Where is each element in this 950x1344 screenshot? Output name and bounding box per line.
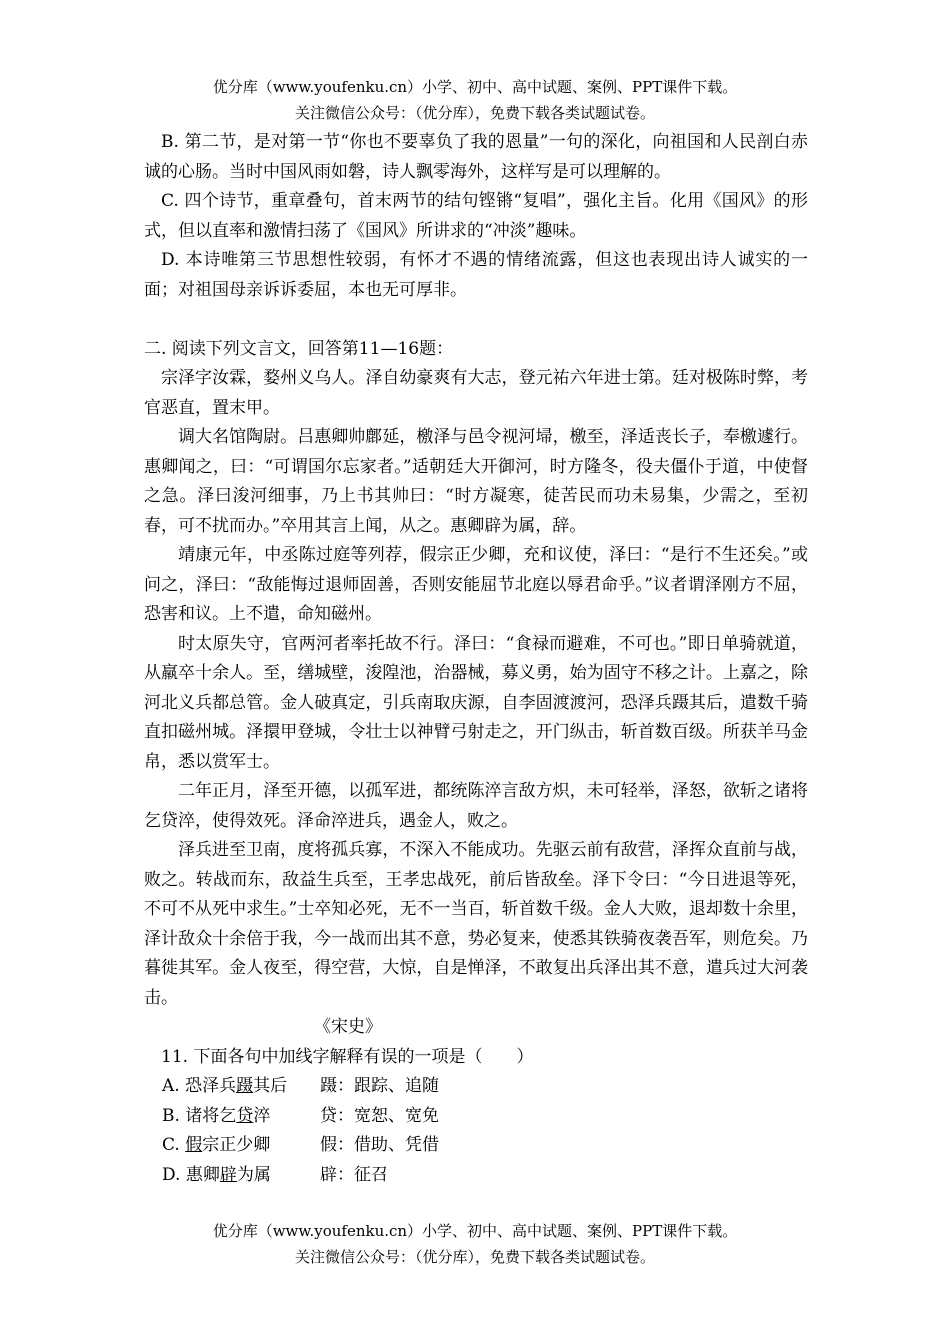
option-gloss: 贷：宽恕、宽免	[320, 1105, 439, 1126]
section-heading: 二. 阅读下列文言文，回答第11—16题：	[144, 338, 454, 359]
option-text-post: 宗正少卿	[202, 1135, 271, 1155]
question-11-option-d	[144, 1161, 808, 1191]
header-line-1: 优分库（www.youfenku.cn）小学、初中、高中试题、案例、PPT课件下载。	[212, 78, 738, 96]
option-text-post: 淬	[253, 1105, 271, 1126]
underlined-word: 辟	[219, 1164, 237, 1185]
passage-paragraph-4: 时太原失守，官两河者率托故不行。泽曰：“食禄而避难，不可也。”即日单骑就道，从羸卒十余人。至，缮城壁，浚隍池，治器械，募义勇，始为固守不移之计。上嘉之，除河北义兵都总管。金人破真定，引兵南取庆源，自李固渡渡河，恐泽兵蹑其后，遣数千骑直扣磁州城。泽擐甲登城，令壮士以神臂弓射走之，开门纵击，斩首数百级。所获羊马金帛，悉以赏军士。	[144, 633, 808, 772]
document-body	[144, 128, 808, 1190]
underlined-word: 贷	[236, 1105, 254, 1126]
option-letter: B.	[162, 1105, 186, 1126]
passage-paragraph-2: 调大名馆陶尉。吕惠卿帅鄜延，檄泽与邑令视河埽，檄至，泽适丧长子，奉檄遽行。惠卿闻之，曰：“可谓国尔忘家者。”适朝廷大开御河，时方隆冬，役夫僵仆于道，中使督之急。泽曰浚河细事，乃上书其帅曰：“时方凝寒，徒苦民而功未易集，少需之，至初春，可不扰而办。”卒用其言上闻，从之。惠卿辟为属，辞。	[144, 427, 808, 536]
option-b-paragraph: B. 第二节，是对第一节“你也不要辜负了我的恩量”一句的深化，向祖国和人民剖白赤诚的心肠。当时中国风雨如磐，诗人飘零海外，这样写是可以理解的。	[144, 132, 808, 182]
question-11-option-c	[144, 1131, 808, 1161]
question-11-stem: 11. 下面各句中加线字解释有误的一项是（ ）	[161, 1046, 534, 1067]
option-gloss: 假：借助、凭借	[320, 1135, 439, 1155]
passage-source: 《宋史》	[314, 1017, 382, 1037]
option-c-paragraph: C. 四个诗节，重章叠句，首末两节的结句铿锵“复唱”，强化主旨。化用《国风》的形式，但以直率和激情扫荡了《国风》所讲求的“冲淡”趣味。	[144, 191, 808, 241]
question-11-option-b	[144, 1102, 808, 1132]
option-d-paragraph: D. 本诗唯第三节思想性较弱，有怀才不遇的情绪流露，但这也表现出诗人诚实的一面；对祖国母亲诉诉委屈，本也无可厚非。	[144, 250, 808, 300]
option-letter: D.	[162, 1164, 186, 1185]
footer-line-2: 关注微信公众号：（优分库），免费下载各类试题试卷。	[294, 1248, 655, 1266]
question-11-option-a	[144, 1072, 808, 1102]
passage-paragraph-6: 泽兵进至卫南，度将孤兵寡，不深入不能成功。先驱云前有敌营，泽挥众直前与战，败之。转战而东，敌益生兵至，王孝忠战死，前后皆敌垒。泽下令曰：“今日进退等死，不可不从死中求生。”士卒知必死，无不一当百，斩首数千级。金人大败，退却数十余里，泽计敌众十余倍于我，今一战而出其不意，势必复来，使悉其铁骑夜袭吾军，则危矣。乃暮徙其军。金人夜至，得空营，大惊，自是惮泽，不敢复出兵泽出其不意，遣兵过大河袭击。	[144, 840, 808, 1008]
option-letter: A.	[162, 1076, 186, 1096]
option-text-pre: 惠卿	[185, 1164, 220, 1185]
passage-paragraph-3: 靖康元年，中丞陈过庭等列荐，假宗正少卿，充和议使，泽曰：“是行不生还矣。”或问之，泽曰：“敌能悔过退师固善，否则安能屈节北庭以辱君命乎。”议者谓泽刚方不屈，恐害和议。上不遣，命知磁州。	[144, 545, 808, 624]
option-gloss: 辟：征召	[320, 1164, 388, 1185]
spacer	[144, 305, 808, 335]
underlined-word: 蹑	[236, 1076, 254, 1096]
footer-line-1: 优分库（www.youfenku.cn）小学、初中、高中试题、案例、PPT课件下载。	[212, 1222, 738, 1240]
header-line-2: 关注微信公众号：（优分库），免费下载各类试题试卷。	[294, 104, 655, 122]
option-letter: C.	[162, 1135, 186, 1155]
passage-paragraph-5: 二年正月，泽至开德，以孤军进，都统陈淬言敌方炽，未可轻举，泽怒，欲斩之诸将乞贷淬，使得效死。泽命淬进兵，遇金人，败之。	[144, 781, 808, 831]
option-gloss: 蹑：跟踪、追随	[320, 1076, 439, 1096]
option-text-post: 为属	[236, 1164, 271, 1185]
passage-paragraph-1: 宗泽字汝霖，婺州义乌人。泽自幼豪爽有大志，登元祐六年进士第。廷对极陈时弊，考官恶直，置末甲。	[144, 368, 808, 418]
option-text-pre: 诸将乞	[185, 1105, 237, 1126]
option-text-post: 其后	[253, 1076, 288, 1096]
page-footer	[0, 1218, 950, 1270]
underlined-word: 假	[185, 1135, 203, 1155]
page-header	[0, 74, 950, 126]
option-text-pre: 恐泽兵	[185, 1076, 237, 1096]
